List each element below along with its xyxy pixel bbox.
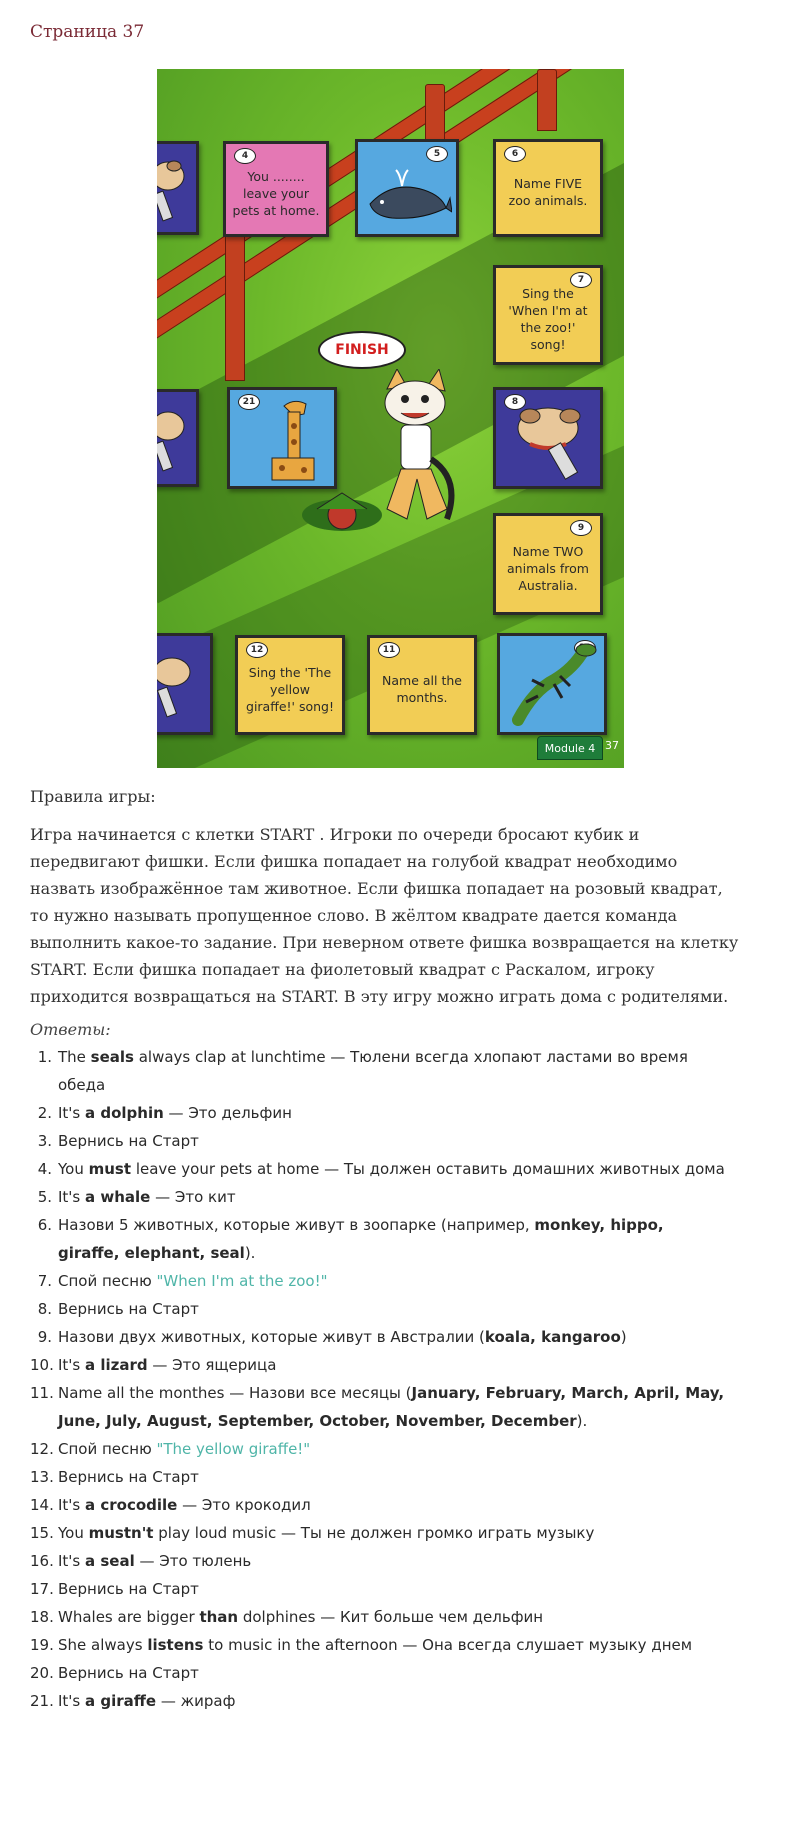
song-title: "When I'm at the zoo!" bbox=[156, 1272, 328, 1290]
page-title: Страница 37 bbox=[30, 22, 145, 42]
board-page-number: 37 bbox=[605, 739, 619, 752]
board-square-9: 9 Name TWO animals from Australia. bbox=[493, 513, 603, 615]
list-item: 12. Спой песню "The yellow giraffe!" bbox=[30, 1440, 311, 1458]
board-square-10 bbox=[497, 633, 607, 735]
board-square-12: 12 Sing the 'The yellow giraffe!' song! bbox=[235, 635, 345, 735]
list-item: 13. Вернись на Старт bbox=[30, 1468, 199, 1486]
list-item: 10. It's a lizard — Это ящерица bbox=[30, 1356, 277, 1374]
list-item: 4. You must leave your pets at home — Ты должен оставить домашних животных дома bbox=[37, 1160, 725, 1178]
rules-title: Правила игры: bbox=[30, 787, 156, 806]
answers-list bbox=[30, 1043, 730, 1715]
dog-icon bbox=[157, 146, 194, 226]
list-item: 8. Вернись на Старт bbox=[37, 1300, 199, 1318]
dog-icon bbox=[157, 396, 194, 476]
list-item: 9. Назови двух животных, которые живут в Австралии (koala, kangaroo) bbox=[37, 1328, 627, 1346]
list-item: 1. The seals always clap at lunchtime — Тюлени всегда хлопают ластами во время обеда bbox=[37, 1048, 688, 1094]
board-square-6: 6 Name FIVE zoo animals. bbox=[493, 139, 603, 237]
board-square-21: 21 bbox=[227, 387, 337, 489]
list-item: 21. It's a giraffe — жираф bbox=[30, 1692, 236, 1710]
whale-icon bbox=[362, 168, 452, 228]
rules-body: Игра начинается с клетки START . Игроки по очереди бросают кубик и передвигают фишки. Если фишка попадает на голубой квадрат необходимо назвать изображённое там животное. Если фишка попадает на розовый квадрат, то нужно называть пропущенное слово. В жёлтом квадрате дается команда выполнить какое-то задание. При неверном ответе фишка возвращается на клетку START. Если фишка попадает на фиолетовый квадрат с Раскалом, игроку приходится возвращаться на START. В эту игру можно играть дома с родителями. bbox=[30, 825, 739, 1006]
list-item: 18. Whales are bigger than dolphines — Кит больше чем дельфин bbox=[30, 1608, 544, 1626]
lizard-icon bbox=[504, 640, 600, 726]
song-title: "The yellow giraffe!" bbox=[156, 1440, 311, 1458]
answers-title: Ответы: bbox=[30, 1020, 111, 1039]
board-square-partial bbox=[157, 633, 213, 735]
list-item: 20. Вернись на Старт bbox=[30, 1664, 199, 1682]
board-square-5: 5 bbox=[355, 139, 459, 237]
fence-post bbox=[225, 229, 245, 381]
flower-plant-icon bbox=[297, 479, 387, 539]
board-square-11: 11 Name all the months. bbox=[367, 635, 477, 735]
list-item: 11. Name all the monthes — Назови все месяцы (January, February, March, April, May, June, July, August, September, October, November, December). bbox=[30, 1384, 725, 1430]
dog-icon bbox=[500, 394, 596, 480]
list-item: 5. It's a whale — Это кит bbox=[37, 1188, 236, 1206]
list-item: 17. Вернись на Старт bbox=[30, 1580, 199, 1598]
list-item: 2. It's a dolphin — Это дельфин bbox=[37, 1104, 292, 1122]
board-square-partial bbox=[157, 389, 199, 487]
dog-icon bbox=[157, 642, 204, 722]
finish-bubble: FINISH bbox=[318, 331, 406, 369]
list-item: 15. You mustn't play loud music — Ты не должен громко играть музыку bbox=[30, 1524, 595, 1542]
giraffe-icon bbox=[254, 394, 324, 484]
list-item: 3. Вернись на Старт bbox=[37, 1132, 199, 1150]
board-square-partial bbox=[157, 141, 199, 235]
board-square-8: 8 bbox=[493, 387, 603, 489]
list-item: 7. Спой песню "When I'm at the zoo!" bbox=[37, 1272, 328, 1290]
fence-post bbox=[537, 69, 557, 131]
module-badge: Module 4 bbox=[537, 736, 603, 760]
list-item: 19. She always listens to music in the afternoon — Она всегда слушает музыку днем bbox=[30, 1636, 693, 1654]
board-square-7: 7 Sing the 'When I'm at the zoo!' song! bbox=[493, 265, 603, 365]
list-item: 14. It's a crocodile — Это крокодил bbox=[30, 1496, 311, 1514]
board-game-image bbox=[157, 69, 624, 768]
list-item: 16. It's a seal — Это тюлень bbox=[30, 1552, 252, 1570]
board-square-4: 4 You ........ leave your pets at home. bbox=[223, 141, 329, 237]
list-item: 6. Назови 5 животных, которые живут в зоопарке (например, monkey, hippo, giraffe, elephant, seal). bbox=[37, 1216, 664, 1262]
